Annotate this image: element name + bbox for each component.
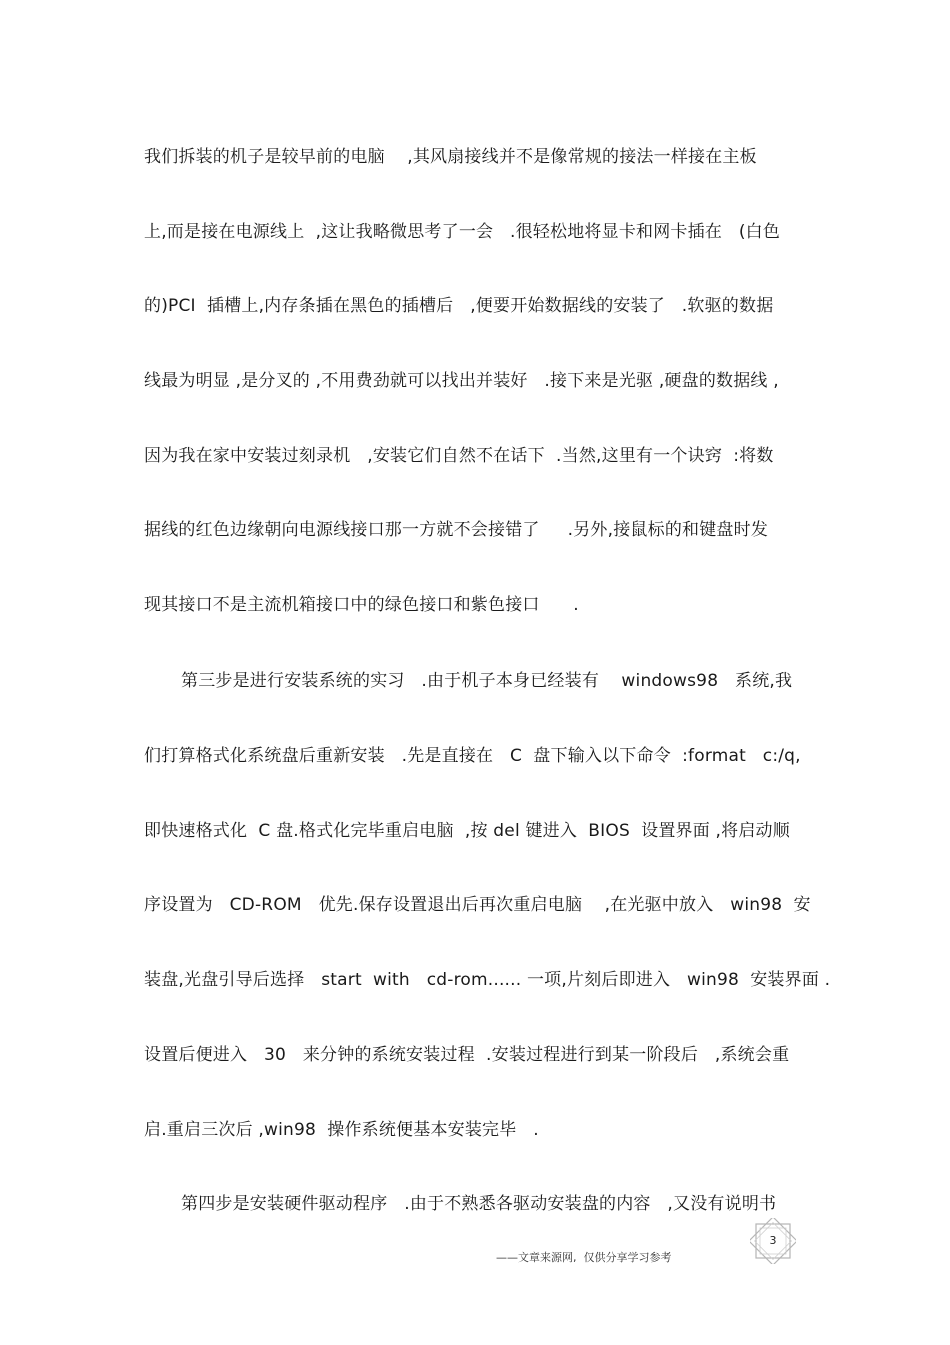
paragraph-line: 们打算格式化系统盘后重新安装 .先是直接在 C 盘下输入以下命令 :format c:/q,: [144, 746, 801, 766]
paragraph-line: 现其接口不是主流机箱接口中的绿色接口和紫色接口 .: [144, 595, 579, 615]
page-number: 3: [769, 1234, 777, 1247]
paragraph-line: 据线的红色边缘朝向电源线接口那一方就不会接错了 .另外,接鼠标的和键盘时发: [144, 520, 769, 540]
paragraph-line: 设置后便进入 30 来分钟的系统安装过程 .安装过程进行到某一阶段后 ,系统会重: [144, 1045, 790, 1065]
paragraph-line: 即快速格式化 C 盘.格式化完毕重启电脑 ,按 del 键进入 BIOS 设置界面 ,将启动顺: [144, 821, 790, 841]
page-number-badge: [750, 1218, 796, 1264]
paragraph-line: 上,而是接在电源线上 ,这让我略微思考了一会 .很轻松地将显卡和网卡插在 (白色: [144, 222, 781, 242]
paragraph-line: 启.重启三次后 ,win98 操作系统便基本安装完毕 .: [144, 1120, 539, 1140]
paragraph-line: 序设置为 CD-ROM 优先.保存设置退出后再次重启电脑 ,在光驱中放入 win98 安: [144, 895, 811, 915]
footer-source-note: ——文章来源网, 仅供分享学习参考: [496, 1251, 672, 1264]
paragraph-first-line: 第三步是进行安装系统的实习 .由于机子本身已经装有 windows98 系统,我: [181, 671, 793, 691]
paragraph-line: 装盘,光盘引导后选择 start with cd-rom...... 一项,片刻后即进入 win98 安装界面 .: [144, 970, 831, 990]
paragraph-line: 我们拆装的机子是较早前的电脑 ,其风扇接线并不是像常规的接法一样接在主板: [144, 147, 757, 167]
paragraph-line: 的)PCI 插槽上,内存条插在黑色的插槽后 ,便要开始数据线的安装了 .软驱的数据: [144, 296, 774, 316]
paragraph-line: 线最为明显 ,是分叉的 ,不用费劲就可以找出并装好 .接下来是光驱 ,硬盘的数据线 ,: [144, 371, 779, 391]
paragraph-line: 因为我在家中安装过刻录机 ,安装它们自然不在话下 .当然,这里有一个诀窍 :将数: [144, 446, 774, 466]
paragraph-first-line: 第四步是安装硬件驱动程序 .由于不熟悉各驱动安装盘的内容 ,又没有说明书: [181, 1194, 777, 1214]
